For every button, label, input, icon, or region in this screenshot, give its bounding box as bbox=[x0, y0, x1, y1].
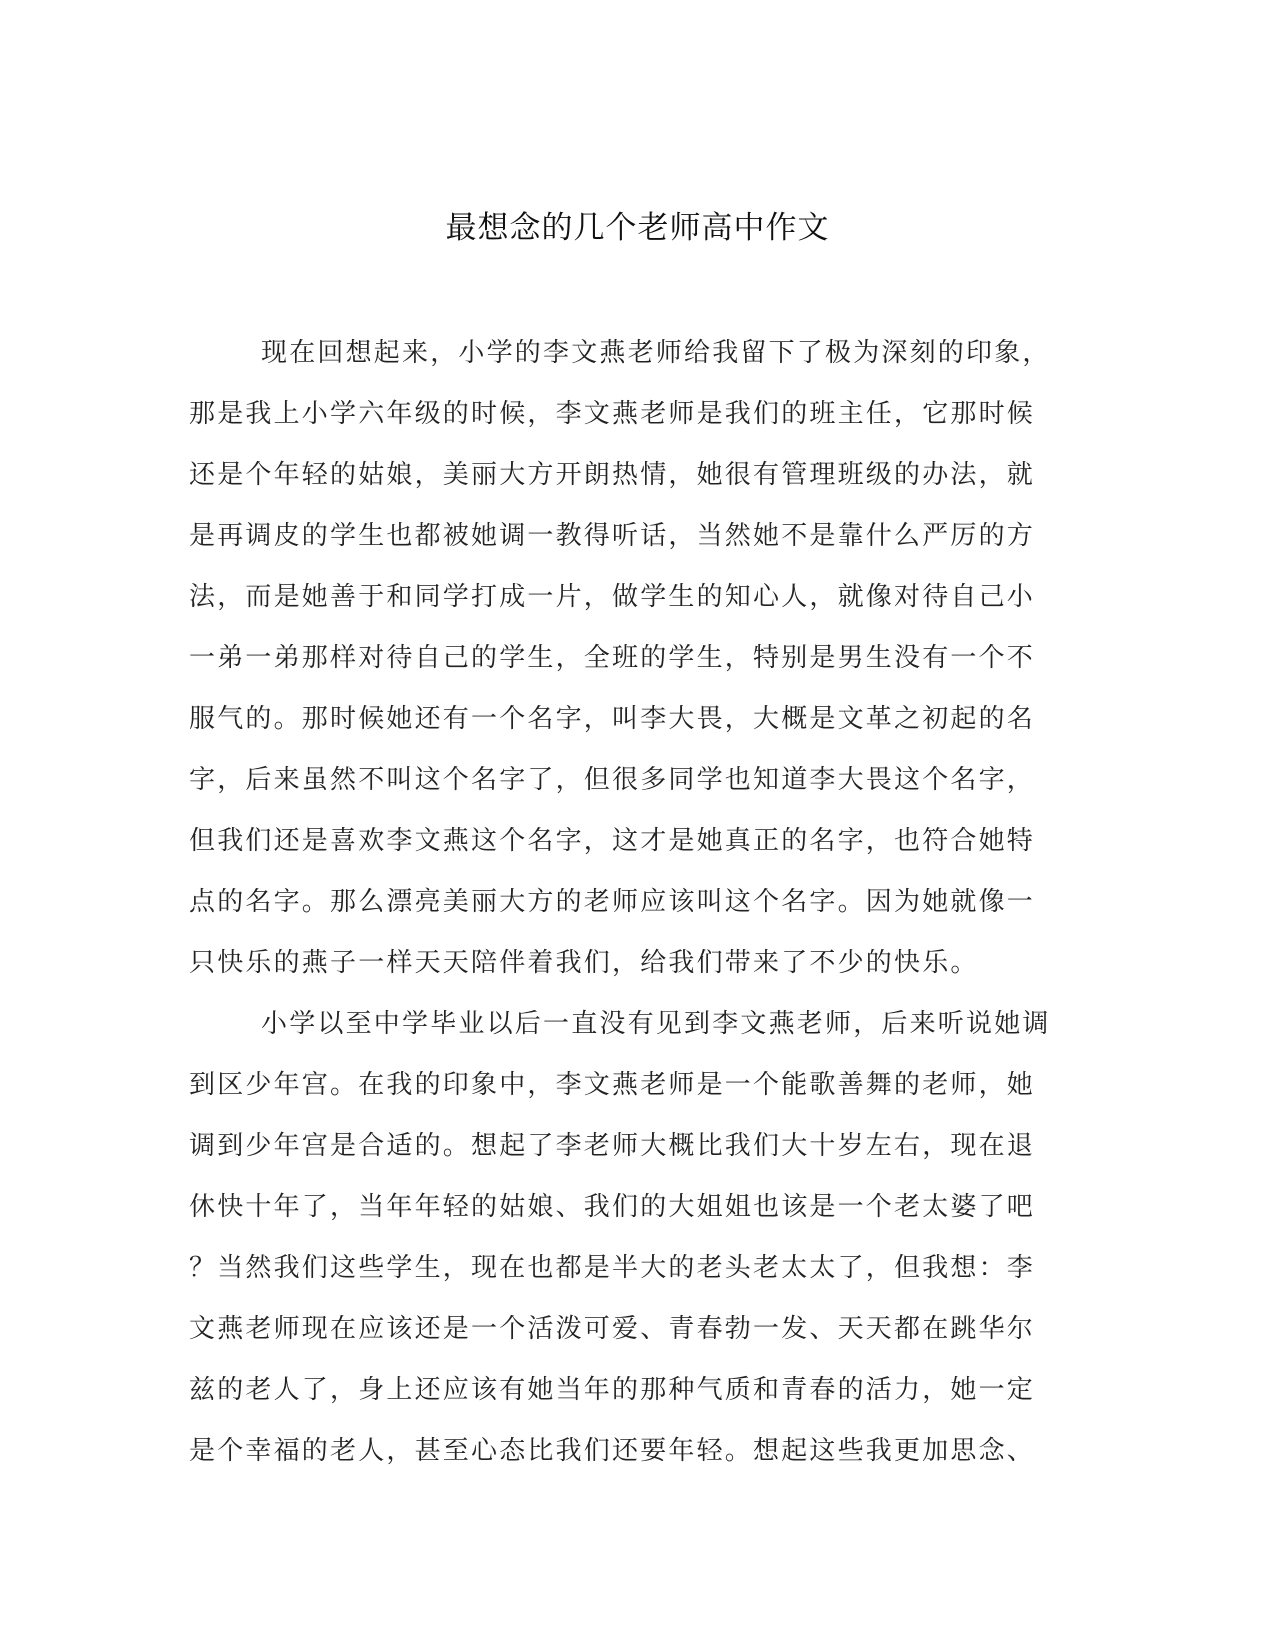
paragraph-1-line-8: 字，后来虽然不叫这个名字了，但很多同学也知道李大畏这个名字， bbox=[189, 765, 1036, 795]
paragraph-1-line-5: 法，而是她善于和同学打成一片，做学生的知心人，就像对待自己小 bbox=[189, 582, 1036, 612]
document-body bbox=[189, 330, 1079, 1489]
paragraph-1-line-9: 但我们还是喜欢李文燕这个名字，这才是她真正的名字，也符合她特 bbox=[189, 826, 1036, 856]
paragraph-1-line-2: 那是我上小学六年级的时候，李文燕老师是我们的班主任，它那时候 bbox=[189, 399, 1036, 429]
paragraph-1-line-3: 还是个年轻的姑娘，美丽大方开朗热情，她很有管理班级的办法，就 bbox=[189, 460, 1036, 490]
paragraph-1-line-1: 现在回想起来，小学的李文燕老师给我留下了极为深刻的印象， bbox=[261, 338, 1051, 368]
document-title: 最想念的几个老师高中作文 bbox=[445, 210, 830, 246]
paragraph-2-line-6: 文燕老师现在应该还是一个活泼可爱、青春勃一发、天天都在跳华尔 bbox=[189, 1314, 1036, 1344]
paragraph-2-line-7: 兹的老人了，身上还应该有她当年的那种气质和青春的活力，她一定 bbox=[189, 1375, 1036, 1405]
paragraph-2-line-1: 小学以至中学毕业以后一直没有见到李文燕老师，后来听说她调 bbox=[261, 1009, 1051, 1039]
paragraph-1-line-4: 是再调皮的学生也都被她调一教得听话，当然她不是靠什么严厉的方 bbox=[189, 521, 1036, 551]
paragraph-1-line-11: 只快乐的燕子一样天天陪伴着我们，给我们带来了不少的快乐。 bbox=[189, 948, 979, 978]
paragraph-2-line-8: 是个幸福的老人，甚至心态比我们还要年轻。想起这些我更加思念、 bbox=[189, 1436, 1036, 1466]
paragraph-1-line-10: 点的名字。那么漂亮美丽大方的老师应该叫这个名字。因为她就像一 bbox=[189, 887, 1036, 917]
paragraph-2-line-2: 到区少年宫。在我的印象中，李文燕老师是一个能歌善舞的老师，她 bbox=[189, 1070, 1036, 1100]
paragraph-2-line-3: 调到少年宫是合适的。想起了李老师大概比我们大十岁左右，现在退 bbox=[189, 1131, 1036, 1161]
paragraph-2-line-5: ？当然我们这些学生，现在也都是半大的老头老太太了，但我想：李 bbox=[189, 1253, 1036, 1283]
paragraph-1-line-7: 服气的。那时候她还有一个名字，叫李大畏，大概是文革之初起的名 bbox=[189, 704, 1036, 734]
paragraph-2-line-4: 休快十年了，当年年轻的姑娘、我们的大姐姐也该是一个老太婆了吧 bbox=[189, 1192, 1036, 1222]
paragraph-1-line-6: 一弟一弟那样对待自己的学生，全班的学生，特别是男生没有一个不 bbox=[189, 643, 1036, 673]
